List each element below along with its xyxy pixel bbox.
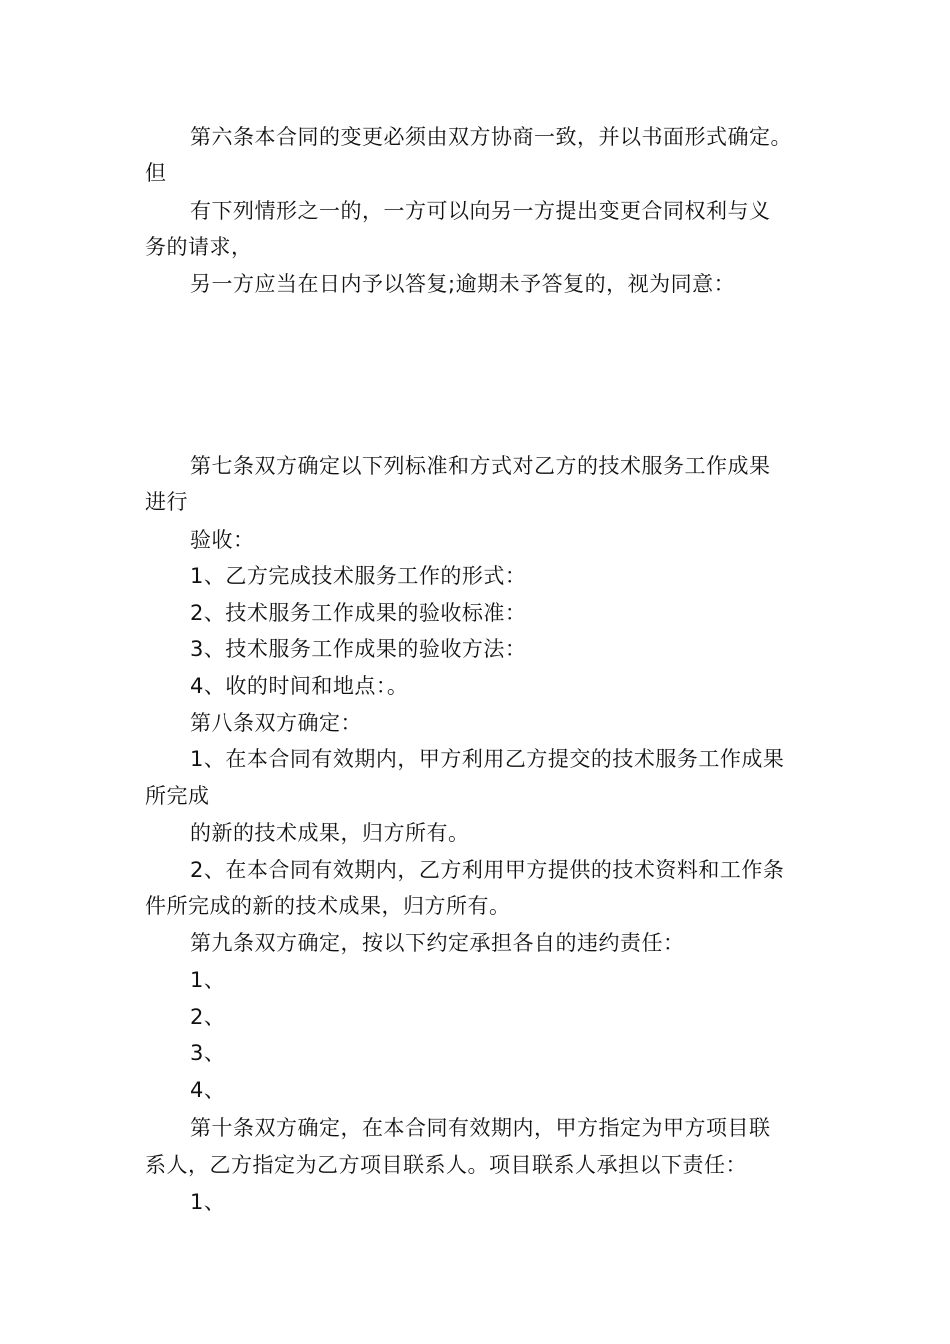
list-item: 2、技术服务工作成果的验收标准： [190,601,527,625]
list-item: 4、收的时间和地点：。 [190,674,409,698]
paragraph-line: 务的请求， [145,235,253,259]
paragraph-line: 第八条双方确定： [190,711,362,735]
list-item: 3、技术服务工作成果的验收方法： [190,637,527,661]
list-item: 2、在本合同有效期内，乙方利用甲方提供的技术资料和工作条 [190,858,785,882]
paragraph-line: 第九条双方确定，按以下约定承担各自的违约责任： [190,931,685,955]
list-item: 3、 [190,1041,226,1065]
list-item: 4、 [190,1078,226,1102]
list-item: 1、在本合同有效期内，甲方利用乙方提交的技术服务工作成果 [190,747,785,771]
paragraph-line: 另一方应当在日内予以答复;逾期未予答复的，视为同意： [190,272,736,296]
paragraph-line: 第十条双方确定，在本合同有效期内，甲方指定为甲方项目联 [190,1116,771,1140]
paragraph-line: 的新的技术成果，归方所有。 [190,821,470,845]
list-item: 1、乙方完成技术服务工作的形式： [190,564,527,588]
paragraph-line: 有下列情形之一的，一方可以向另一方提出变更合同权利与义 [190,199,771,223]
paragraph-line: 进行 [145,490,188,514]
list-item: 1、 [190,968,226,992]
paragraph-line: 但 [145,161,167,185]
paragraph-line: 系人，乙方指定为乙方项目联系人。项目联系人承担以下责任： [145,1153,747,1177]
paragraph-line: 第六条本合同的变更必须由双方协商一致，并以书面形式确定。 [190,125,792,149]
paragraph-line: 所完成 [145,784,210,808]
paragraph-line: 第七条双方确定以下列标准和方式对乙方的技术服务工作成果 [190,454,771,478]
paragraph-line: 验收： [190,528,255,552]
paragraph-line: 件所完成的新的技术成果，归方所有。 [145,894,511,918]
list-item: 1、 [190,1190,226,1214]
list-item: 2、 [190,1005,226,1029]
